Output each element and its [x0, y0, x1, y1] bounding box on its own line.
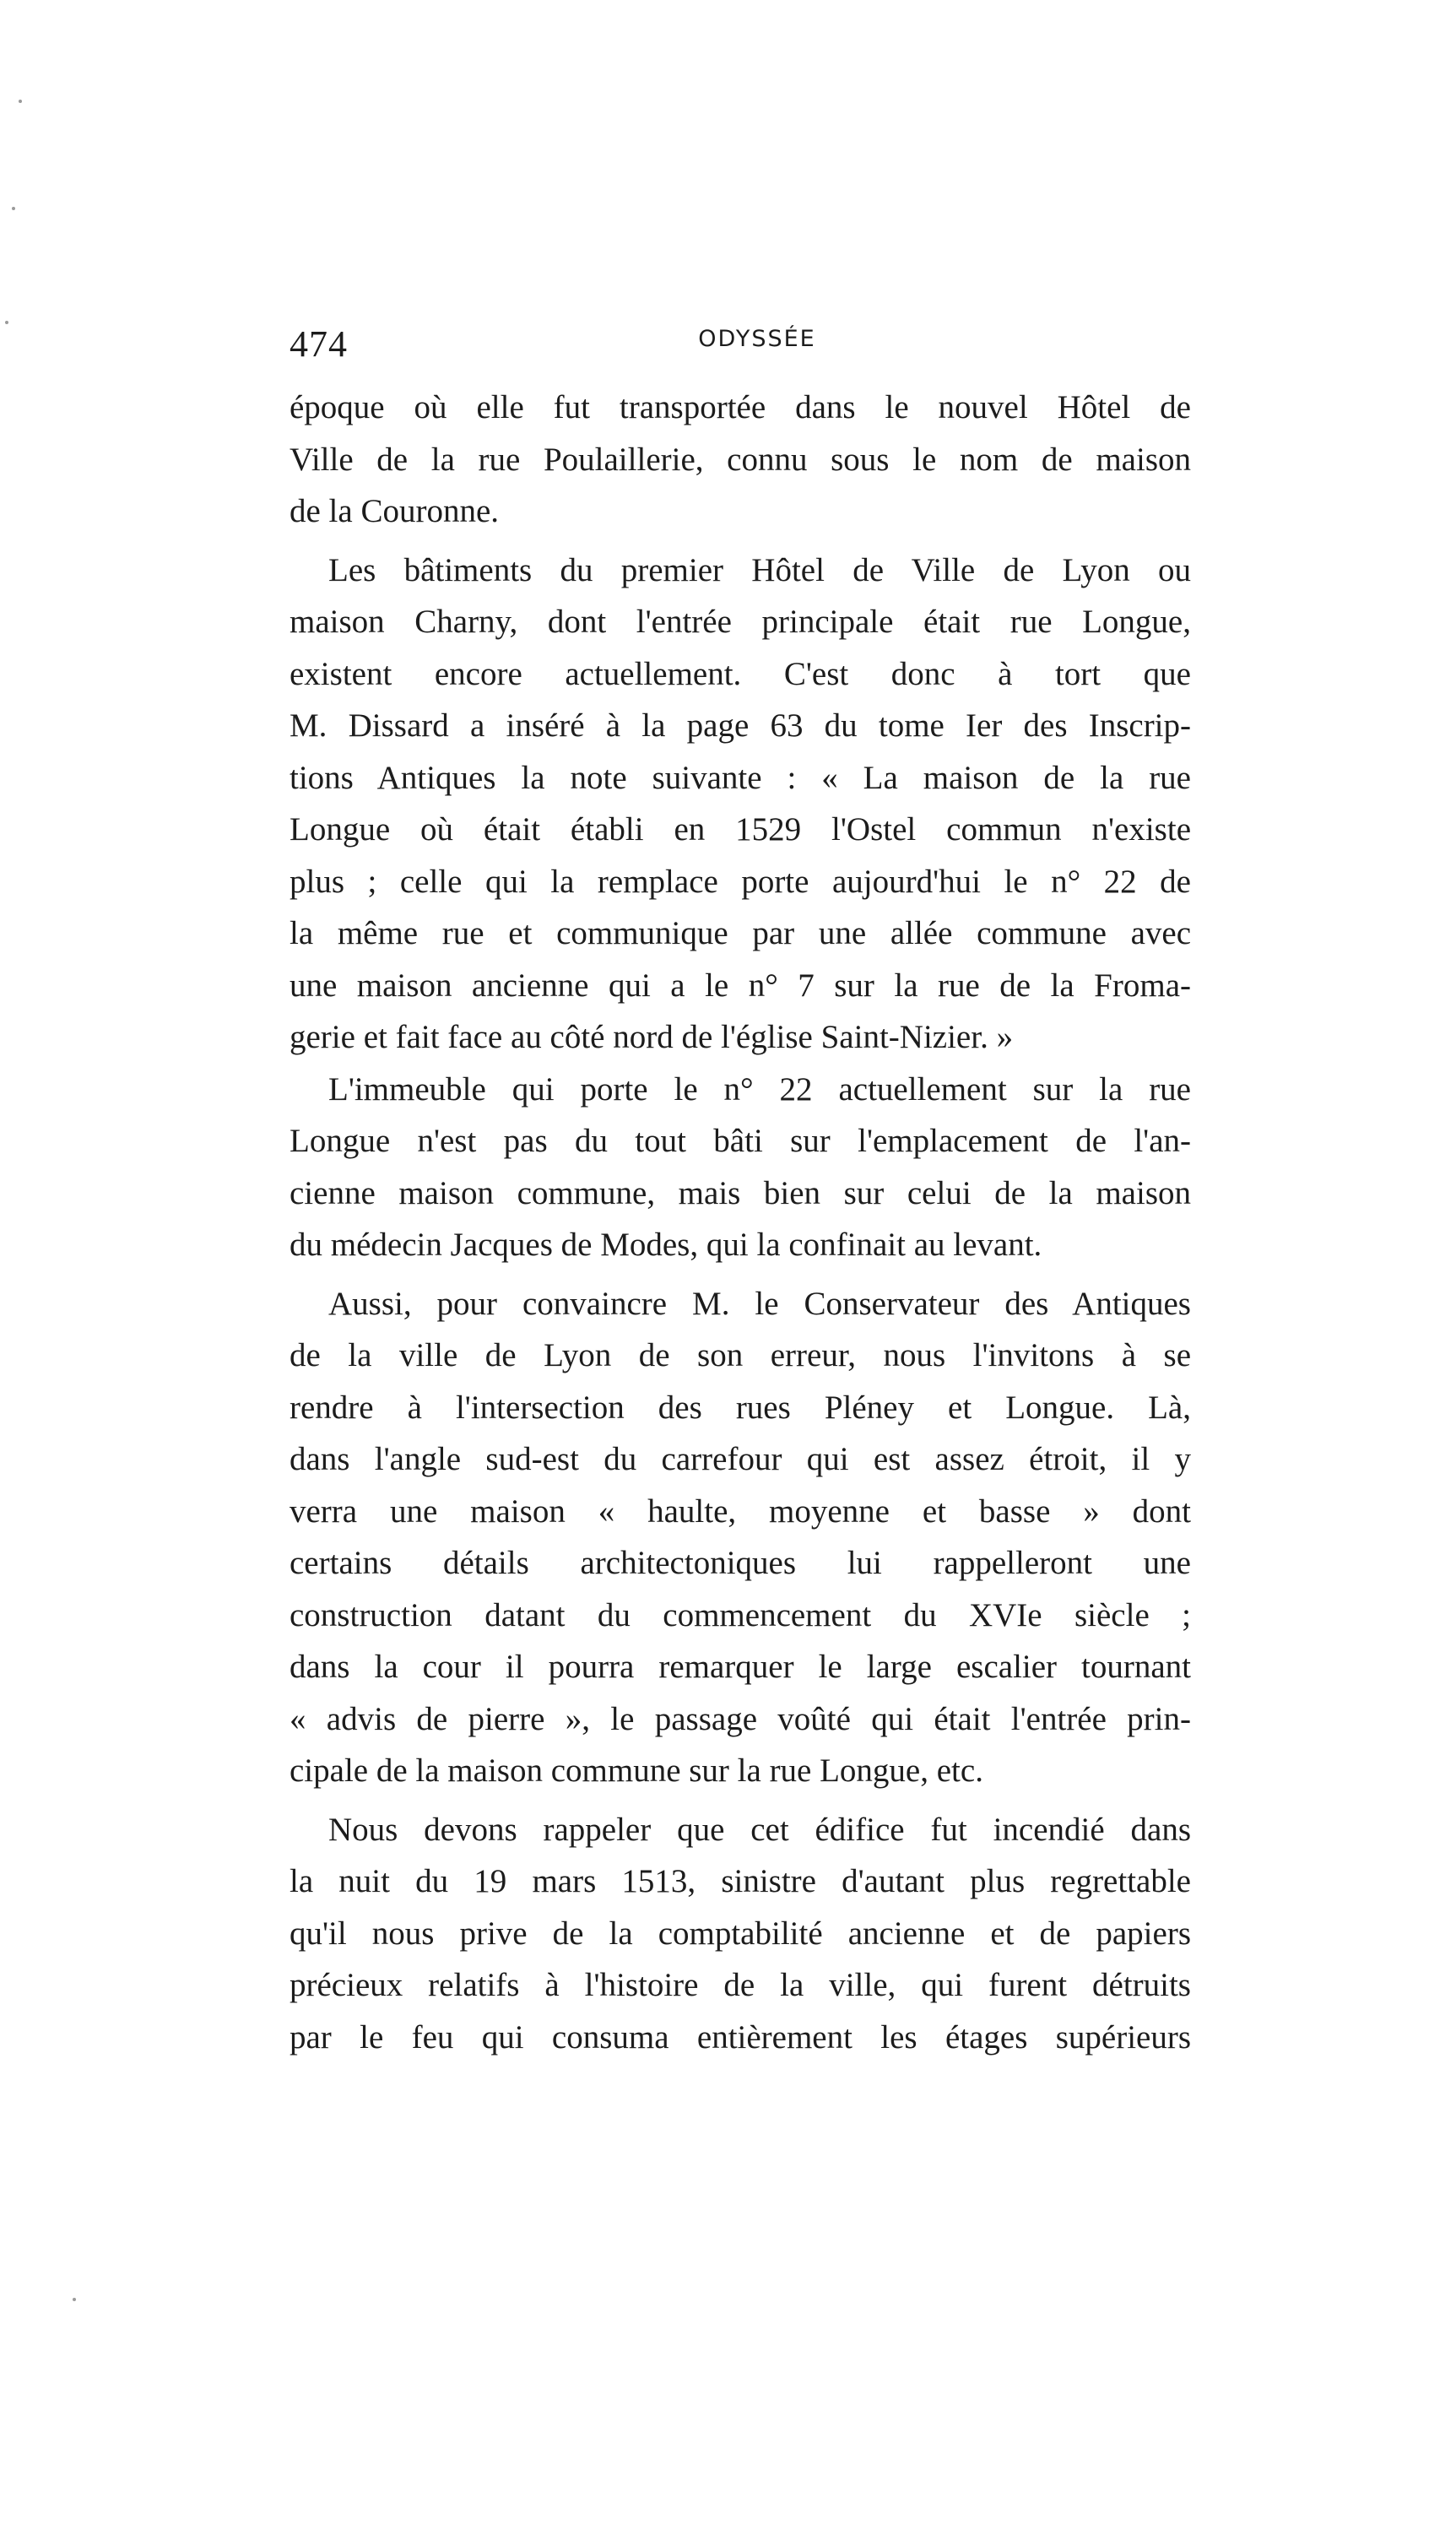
running-title: ODYSSÉE	[698, 326, 816, 352]
text-line: tions Antiques la note suivante : « La maison de la rue	[290, 759, 1191, 796]
text-line: M. Dissard a inséré à la page 63 du tome Ier des Inscrip-	[290, 707, 1191, 744]
text-line: gerie et fait face au côté nord de l'église Saint-Nizier. »	[290, 1019, 1014, 1055]
text-line: par le feu qui consuma entièrement les étages supérieurs	[290, 2018, 1191, 2056]
text-line: « advis de pierre », le passage voûté qui était l'entrée prin-	[290, 1700, 1191, 1737]
text-line: construction datant du commencement du XVIe siècle ;	[290, 1596, 1191, 1633]
text-line: Ville de la rue Poulaillerie, connu sous le nom de maison	[290, 441, 1191, 478]
paper-speck	[5, 321, 8, 324]
text-line: une maison ancienne qui a le n° 7 sur la rue de la Froma-	[290, 967, 1191, 1004]
body-text	[290, 382, 1191, 2063]
text-line: Longue où était établi en 1529 l'Ostel commun n'existe	[290, 811, 1191, 848]
text-line: plus ; celle qui la remplace porte aujourd'hui le n° 22 de	[290, 863, 1191, 900]
text-line: cienne maison commune, mais bien sur celui de la maison	[290, 1174, 1191, 1211]
text-line: dans la cour il pourra remarquer le large escalier tournant	[290, 1649, 1191, 1685]
text-line: du médecin Jacques de Modes, qui la confinait au levant.	[290, 1227, 1042, 1263]
text-line: de la Couronne.	[290, 493, 500, 529]
text-line: L'immeuble qui porte le n° 22 actuellement sur la rue	[328, 1070, 1191, 1108]
text-line: Aussi, pour convaincre M. le Conservateur des Antiques	[328, 1285, 1191, 1322]
paper-speck	[73, 2298, 76, 2301]
text-line: la même rue et communique par une allée commune avec	[290, 915, 1191, 951]
page-header	[290, 322, 1191, 373]
paper-speck	[19, 100, 22, 103]
text-line: la nuit du 19 mars 1513, sinistre d'autant plus regrettable	[290, 1863, 1191, 1899]
text-line: existent encore actuellement. C'est donc à tort que	[290, 655, 1191, 692]
paper-speck	[12, 207, 15, 210]
text-line: certains détails architectoniques lui rappelleront une	[290, 1545, 1191, 1581]
text-line: Longue n'est pas du tout bâti sur l'emplacement de l'an-	[290, 1123, 1191, 1159]
text-line: dans l'angle sud-est du carrefour qui est assez étroit, il y	[290, 1441, 1191, 1477]
text-line: qu'il nous prive de la comptabilité ancienne et de papiers	[290, 1915, 1191, 1952]
text-line: de la ville de Lyon de son erreur, nous l'invitons à se	[290, 1337, 1191, 1373]
text-line: époque où elle fut transportée dans le nouvel Hôtel de	[290, 389, 1191, 425]
text-line: Nous devons rappeler que cet édifice fut incendié dans	[328, 1811, 1191, 1848]
text-line: précieux relatifs à l'histoire de la ville, qui furent détruits	[290, 1967, 1191, 2003]
text-line: verra une maison « haulte, moyenne et basse » dont	[290, 1492, 1191, 1530]
text-line: rendre à l'intersection des rues Pléney et Longue. Là,	[290, 1389, 1191, 1426]
page-number: 474	[290, 323, 348, 365]
text-line: maison Charny, dont l'entrée principale était rue Longue,	[290, 604, 1191, 640]
text-line: Les bâtiments du premier Hôtel de Ville de Lyon ou	[328, 551, 1191, 588]
text-line: cipale de la maison commune sur la rue Longue, etc.	[290, 1752, 983, 1789]
